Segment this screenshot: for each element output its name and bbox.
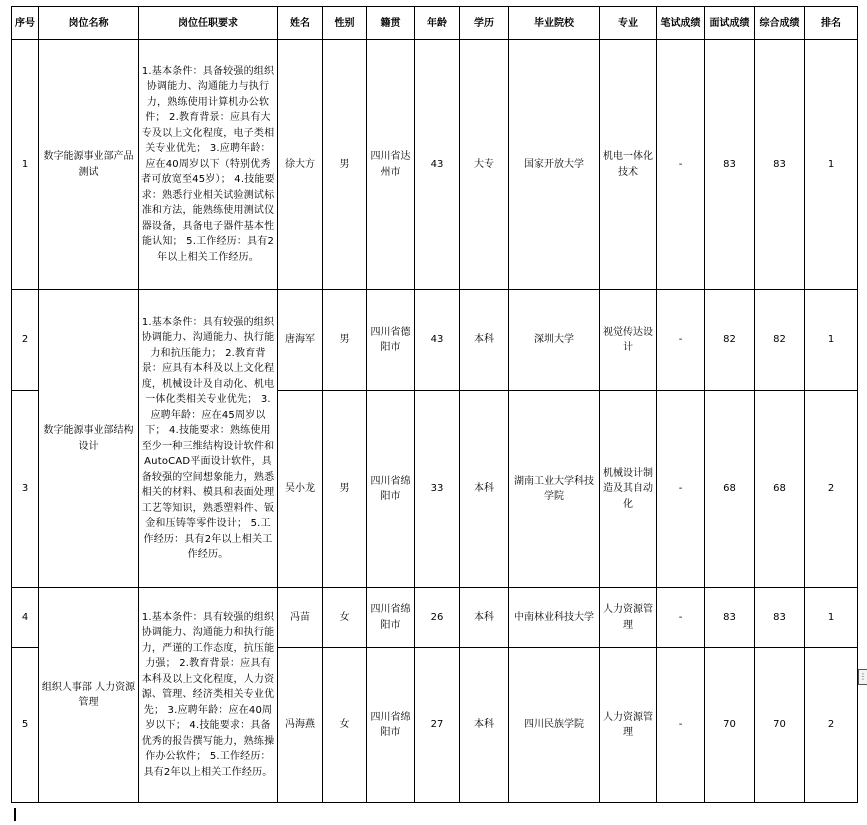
cell-written-score: -	[657, 648, 705, 803]
cell-name: 吴小龙	[278, 391, 323, 588]
header-name: 姓名	[278, 7, 323, 40]
cell-rank: 2	[805, 648, 858, 803]
cell-name: 徐大方	[278, 40, 323, 290]
cell-total-score: 83	[755, 588, 805, 648]
cell-gender: 男	[323, 391, 367, 588]
header-gender: 性别	[323, 7, 367, 40]
cell-total-score: 70	[755, 648, 805, 803]
cell-education: 本科	[460, 588, 509, 648]
header-origin: 籍贯	[367, 7, 415, 40]
cell-education: 大专	[460, 40, 509, 290]
cell-gender: 男	[323, 40, 367, 290]
cell-origin: 四川省达州市	[367, 40, 415, 290]
header-position: 岗位名称	[39, 7, 139, 40]
cell-written-score: -	[657, 290, 705, 391]
header-major: 专业	[600, 7, 657, 40]
cell-interview-score: 70	[705, 648, 755, 803]
cell-interview-score: 83	[705, 40, 755, 290]
cell-rank: 1	[805, 588, 858, 648]
cell-total-score: 83	[755, 40, 805, 290]
cell-no: 4	[12, 588, 39, 648]
cell-no: 5	[12, 648, 39, 803]
header-rank: 排名	[805, 7, 858, 40]
table-row	[12, 588, 858, 648]
cell-written-score: -	[657, 391, 705, 588]
cell-written-score: -	[657, 40, 705, 290]
cell-major: 人力资源管理	[600, 648, 657, 803]
cell-total-score: 68	[755, 391, 805, 588]
cell-age: 43	[415, 290, 460, 391]
cell-age: 27	[415, 648, 460, 803]
cell-written-score: -	[657, 588, 705, 648]
header-education: 学历	[460, 7, 509, 40]
cell-education: 本科	[460, 290, 509, 391]
cell-origin: 四川省绵阳市	[367, 588, 415, 648]
cell-requirements: 1.基本条件：具有较强的组织协调能力、沟通能力、执行能力和抗压能力； 2.教育背景：应具有本科及以上文化程度，机械设计及自动化、机电一体化类相关专业优先； 3.应聘年龄：应在45周岁以下； 4.技能要求：熟练使用至少一种三维结构设计软件和AutoCAD平面设计软件，具备较强的空间想象能力，熟悉相关的材料、模具和表面处理工艺等知识，熟悉塑料件、钣金和压铸等零件设计； 5.工作经历：具有2年以上相关工作经历。	[139, 290, 278, 588]
cell-interview-score: 82	[705, 290, 755, 391]
cell-position: 组织人事部 人力资源管理	[39, 588, 139, 803]
cell-education: 本科	[460, 391, 509, 588]
header-no: 序号	[12, 7, 39, 40]
cell-major: 机电一体化技术	[600, 40, 657, 290]
cell-education: 本科	[460, 648, 509, 803]
cell-origin: 四川省绵阳市	[367, 648, 415, 803]
cell-origin: 四川省德阳市	[367, 290, 415, 391]
cell-gender: 男	[323, 290, 367, 391]
cell-requirements: 1.基本条件：具备较强的组织协调能力、沟通能力与执行力，熟练使用计算机办公软件； 2.教育背景：应具有大专及以上文化程度，电子类相关专业优先； 3.应聘年龄：应在40周岁以下（特别优秀者可放宽至45岁）； 4.技能要求：熟悉行业相关试验测试标准和方法，能熟练使用测试仪器设备，具备电子器件基本性能认知； 5.工作经历：具有2年以上相关工作经历。	[139, 40, 278, 290]
cell-name: 冯海燕	[278, 648, 323, 803]
header-age: 年龄	[415, 7, 460, 40]
cell-school: 四川民族学院	[509, 648, 600, 803]
text-cursor	[14, 808, 16, 821]
cell-interview-score: 68	[705, 391, 755, 588]
cell-interview-score: 83	[705, 588, 755, 648]
cell-name: 唐海军	[278, 290, 323, 391]
header-school: 毕业院校	[509, 7, 600, 40]
cell-no: 2	[12, 290, 39, 391]
cell-position: 数字能源事业部产品测试	[39, 40, 139, 290]
header-written-score: 笔试成绩	[657, 7, 705, 40]
cell-major: 人力资源管理	[600, 588, 657, 648]
cell-total-score: 82	[755, 290, 805, 391]
cell-school: 湖南工业大学科技学院	[509, 391, 600, 588]
cell-school: 中南林业科技大学	[509, 588, 600, 648]
layout-options-icon[interactable]: ⋮	[858, 669, 867, 685]
cell-school: 国家开放大学	[509, 40, 600, 290]
cell-school: 深圳大学	[509, 290, 600, 391]
cell-age: 26	[415, 588, 460, 648]
cell-rank: 1	[805, 290, 858, 391]
cell-origin: 四川省绵阳市	[367, 391, 415, 588]
header-interview-score: 面试成绩	[705, 7, 755, 40]
cell-no: 3	[12, 391, 39, 588]
header-requirements: 岗位任职要求	[139, 7, 278, 40]
cell-gender: 女	[323, 648, 367, 803]
header-row	[12, 7, 858, 40]
cell-rank: 2	[805, 391, 858, 588]
cell-major: 视觉传达设计	[600, 290, 657, 391]
cell-position: 数字能源事业部结构设计	[39, 290, 139, 588]
cell-rank: 1	[805, 40, 858, 290]
cell-requirements: 1.基本条件：具有较强的组织协调能力、沟通能力和执行能力，严谨的工作态度，抗压能力强； 2.教育背景：应具有本科及以上文化程度，人力资源、管理、经济类相关专业优先； 3.应聘年龄：应在40周岁以下； 4.技能要求：具备优秀的报告撰写能力，熟练操作办公软件； 5.工作经历：具有2年以上相关工作经历。	[139, 588, 278, 803]
table-row	[12, 290, 858, 391]
header-total-score: 综合成绩	[755, 7, 805, 40]
table-row	[12, 40, 858, 290]
results-table	[11, 6, 858, 803]
cell-age: 33	[415, 391, 460, 588]
cell-gender: 女	[323, 588, 367, 648]
cell-major: 机械设计制造及其自动化	[600, 391, 657, 588]
cell-age: 43	[415, 40, 460, 290]
cell-no: 1	[12, 40, 39, 290]
cell-name: 冯苗	[278, 588, 323, 648]
